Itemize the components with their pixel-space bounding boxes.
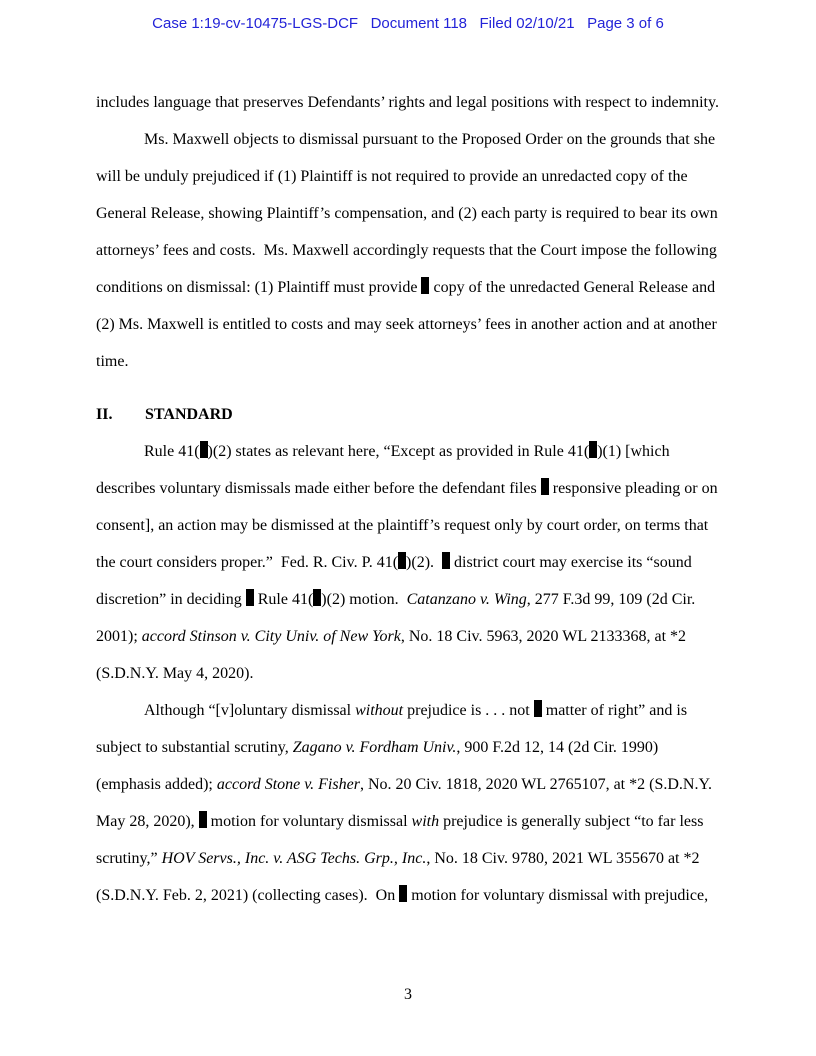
italic-citation-run: Catanzano v. Wing (406, 591, 527, 608)
italic-citation-run: with (411, 813, 440, 830)
redaction-mark (589, 441, 597, 458)
italic-citation-run: accord Stone v. Fisher (216, 776, 360, 793)
redaction-mark (442, 552, 450, 569)
italic-citation-run: without (355, 702, 404, 719)
redaction-mark (313, 589, 321, 606)
redaction-mark (199, 811, 207, 828)
redaction-mark (421, 277, 429, 294)
redaction-mark (534, 700, 542, 717)
italic-citation-run: Zagano v. Fordham Univ. (292, 739, 457, 756)
redaction-mark (399, 885, 407, 902)
redaction-mark (398, 552, 406, 569)
section-number: II. (96, 406, 113, 423)
italic-citation-run: HOV Servs., Inc. v. ASG Techs. Grp., Inc. (161, 850, 427, 867)
section-heading (96, 396, 720, 433)
redaction-mark (200, 441, 208, 458)
paragraph: includes language that preserves Defendants’ rights and legal positions with respect to indemnity. (96, 94, 719, 111)
paragraph: Ms. Maxwell objects to dismissal pursuant to the Proposed Order on the grounds that she will be unduly prejudiced if (1) Plaintiff is not required to provide an unredacted copy of the General Release, showing Plaintiff’s compensation, and (2) each party is required to bear its own attorneys’ fees and costs. Ms. Maxwell accordingly requests that the Court impose the following conditions on dismissal: (1) Plaintiff must provide copy of the unredacted General Release and (2) Ms. Maxwell is entitled to costs and may seek attorneys’ fees in another action and at another time. (96, 131, 722, 370)
redaction-mark (246, 589, 254, 606)
page-number-footer: 3 (404, 986, 412, 1003)
section-title: STANDARD (145, 406, 233, 423)
paragraph: Although “[v]oluntary dismissal without prejudice is . . . not matter of right” and is subject to substantial scrutiny, Zagano v. Fordham Univ., 900 F.2d 12, 14 (2d Cir. 1990) (emphasis added); accord Stone v. Fisher, No. 20 Civ. 1818, 2020 WL 2765107, at *2 (S.D.N.Y. May 28, 2020), motion for voluntary dismissal with prejudice is generally subject “to far less scrutiny,” HOV Servs., Inc. v. ASG Techs. Grp., Inc., No. 18 Civ. 9780, 2021 WL 355670 at *2 (S.D.N.Y. Feb. 2, 2021) (collecting cases). On motion for voluntary dismissal with prejudice, (96, 702, 716, 904)
italic-citation-run: accord Stinson v. City Univ. of New York (141, 628, 401, 645)
court-stamp-header: Case 1:19-cv-10475-LGS-DCF Document 118 Filed 02/10/21 Page 3 of 6 (152, 15, 664, 32)
redaction-mark (541, 478, 549, 495)
document-body (96, 84, 720, 914)
paragraph: Rule 41( )(2) states as relevant here, “Except as provided in Rule 41( )(1) [which describes voluntary dismissals made either before the defendant files responsive pleading or on consent], an action may be dismissed at the plaintiff’s request only by court order, on terms that the court considers proper.” Fed. R. Civ. P. 41( )(2). district court may exercise its “sound discretion” in deciding Rule 41( )(2) motion. Catanzano v. Wing, 277 F.3d 99, 109 (2d Cir. 2001); accord Stinson v. City Univ. of New York, No. 18 Civ. 5963, 2020 WL 2133368, at *2 (S.D.N.Y. May 4, 2020). (96, 443, 722, 682)
